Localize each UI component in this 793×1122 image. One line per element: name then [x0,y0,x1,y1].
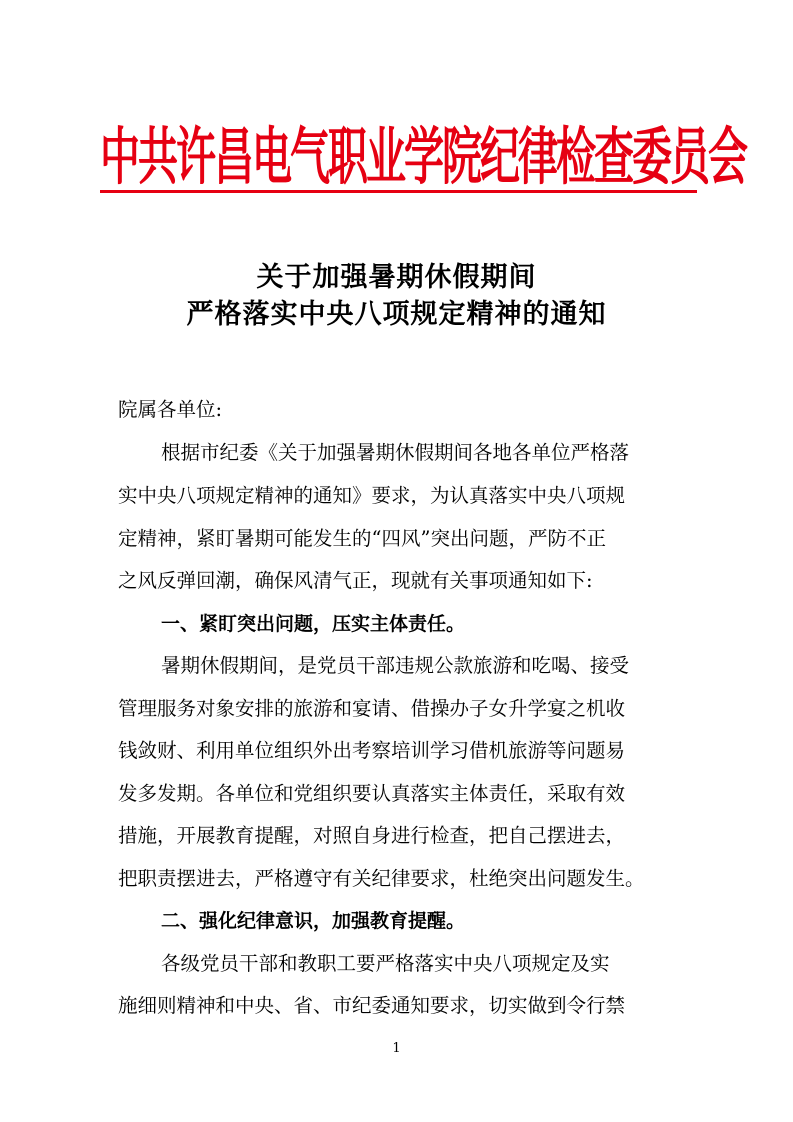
body-line: 暑期休假期间，是党员干部违规公款旅游和吃喝、接受 [161,654,630,677]
body-line: 实中央八项规定精神的通知》要求，为认真落实中央八项规 [118,484,626,507]
body-line: 措施，开展教育提醒，对照自身进行检查，把自己摆进去， [118,824,626,847]
body-line: 之风反弹回潮，确保风清气正，现就有关事项通知如下: [118,569,593,592]
body-line: 各级党员干部和教职工要严格落实中央八项规定及实 [161,952,610,975]
notice-title-line-2: 严格落实中央八项规定精神的通知 [186,299,607,330]
body-line: 管理服务对象安排的旅游和宴请、借操办子女升学宴之机收 [118,697,626,720]
body-line: 根据市纪委《关于加强暑期休假期间各地各单位严格落 [161,441,630,464]
salutation: 院属各单位: [118,398,223,421]
body-line: 发多发期。各单位和党组织要认真落实主体责任，采取有效 [118,782,626,805]
masthead-title: 中共许昌电气职业学院纪律检查委员会 [100,120,746,194]
section-heading-2: 二、强化纪律意识，加强教育提醒。 [161,910,466,932]
page-number: 1 [392,1041,401,1056]
body-line: 把职责摆进去，严格遵守有关纪律要求，杜绝突出问题发生。 [118,867,645,890]
body-line: 钱敛财、利用单位组织外出考察培训学习借机旅游等问题易 [118,739,626,762]
section-heading-1: 一、紧盯突出问题，压实主体责任。 [161,613,466,635]
notice-title-line-1: 关于加强暑期休假期间 [256,262,537,293]
masthead-rule [100,190,697,193]
body-line: 定精神，紧盯暑期可能发生的“四风”突出问题，严防不正 [118,527,606,550]
body-line: 施细则精神和中央、省、市纪委通知要求，切实做到令行禁 [118,994,626,1017]
